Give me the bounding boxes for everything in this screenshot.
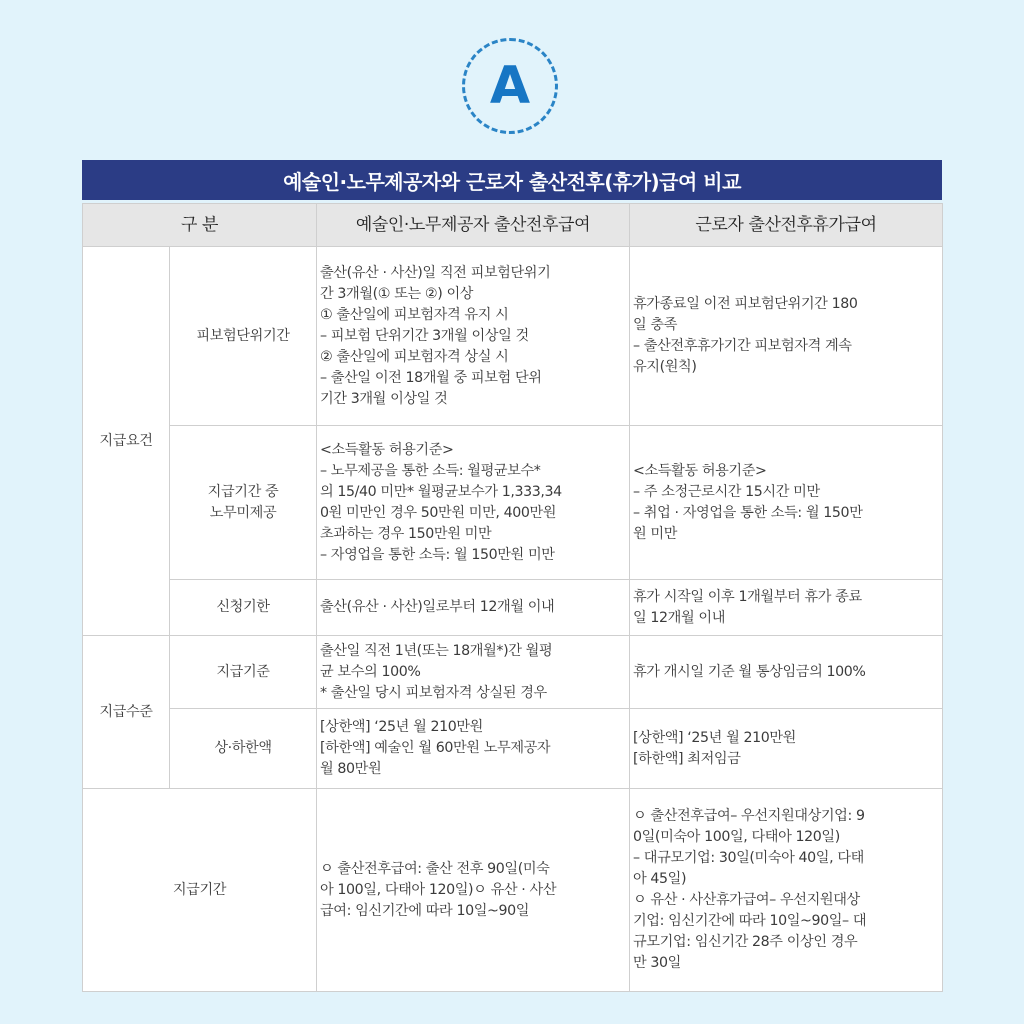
- comparison-table: [82, 203, 943, 992]
- badge-a: [462, 38, 558, 134]
- deadline-worker: [630, 580, 943, 636]
- standard-artist: [317, 636, 630, 709]
- text-line: <소득활동 허용기준>: [320, 441, 454, 458]
- text-line: 원 미만: [633, 525, 678, 542]
- text-line: 기간 3개월 이상일 것: [320, 390, 448, 407]
- text-line: 출산(유산 · 사산)일 직전 피보험단위기: [320, 264, 551, 281]
- group-period: 지급기간: [83, 789, 317, 992]
- header-row: [83, 204, 943, 247]
- text-line: ① 출산일에 피보험자격 유지 시: [320, 306, 509, 323]
- row-label-insured-period: 피보험단위기간: [170, 247, 317, 426]
- group-level: 지급수준: [83, 636, 170, 789]
- text-line: 아 45일): [633, 871, 687, 887]
- text-line: 의 15/40 미만* 월평균보수가 1,333,34: [320, 483, 562, 500]
- header-artist: 예술인·노무제공자 출산전후급여: [317, 204, 630, 247]
- text-line: – 자영업을 통한 소득: 월 150만원 미만: [320, 546, 555, 563]
- no-work-artist: [317, 426, 630, 580]
- table-row: [83, 580, 943, 636]
- row-label-no-work: [170, 426, 317, 580]
- text-line: – 피보험 단위기간 3개월 이상일 것: [320, 327, 529, 344]
- insured-period-worker: [630, 247, 943, 426]
- text-line: 지급기간 중: [207, 483, 279, 500]
- row-label-deadline: 신청기한: [170, 580, 317, 636]
- text-line: 0원 미만인 경우 50만원 미만, 400만원: [320, 504, 557, 521]
- text-line: * 출산일 당시 피보험자격 상실된 경우: [320, 684, 547, 701]
- table-row: [83, 426, 943, 580]
- text-line: 휴가종료일 이전 피보험단위기간 180: [633, 296, 858, 312]
- period-artist: [317, 789, 630, 992]
- text-line: 아 100일, 다태아 120일)ㅇ 유산 · 사산: [320, 881, 557, 898]
- text-line: 일 충족: [633, 317, 678, 333]
- period-worker: [630, 789, 943, 992]
- text-line: 간 3개월(① 또는 ②) 이상: [320, 285, 474, 302]
- standard-worker: [630, 636, 943, 709]
- insured-period-artist: [317, 247, 630, 426]
- deadline-artist: [317, 580, 630, 636]
- text-line: 만 30일: [633, 955, 681, 971]
- badge-letter: A: [489, 56, 531, 116]
- text-line: ㅇ 유산 · 사산휴가급여– 우선지원대상: [633, 892, 860, 908]
- no-work-worker: [630, 426, 943, 580]
- text-line: 월 80만원: [320, 761, 382, 777]
- header-worker: 근로자 출산전후휴가급여: [630, 204, 943, 247]
- table-title: 예술인·노무제공자와 근로자 출산전후(휴가)급여 비교: [82, 160, 942, 200]
- header-category: 구 분: [83, 204, 317, 247]
- text-line: 휴가 시작일 이후 1개월부터 휴가 종료: [633, 588, 862, 605]
- text-line: – 대규모기업: 30일(미숙아 40일, 다태: [633, 850, 864, 866]
- text-line: 출산일 직전 1년(또는 18개월*)간 월평: [320, 642, 553, 659]
- text-line: [하한액] 최저임금: [633, 750, 741, 767]
- text-line: [하한액] 예술인 월 60만원 노무제공자: [320, 740, 551, 756]
- text-line: 유지(원칙): [633, 359, 697, 375]
- text-line: <소득활동 허용기준>: [633, 462, 767, 479]
- text-line: 초과하는 경우 150만원 미만: [320, 525, 492, 542]
- text-line: 균 보수의 100%: [320, 663, 421, 680]
- text-line: 출산(유산 · 사산)일로부터 12개월 이내: [320, 599, 555, 615]
- text-line: [상한액] ‘25년 월 210만원: [320, 719, 483, 735]
- text-line: 일 12개월 이내: [633, 609, 725, 626]
- table-row: [83, 636, 943, 709]
- limits-worker: [630, 709, 943, 789]
- text-line: ㅇ 출산전후급여: 출산 전후 90일(미숙: [320, 860, 550, 877]
- table-row: [83, 789, 943, 992]
- row-label-limits: 상·하한액: [170, 709, 317, 789]
- text-line: 노무미제공: [209, 504, 277, 521]
- text-line: – 출산일 이전 18개월 중 피보험 단위: [320, 369, 542, 386]
- text-line: 0일(미숙아 100일, 다태아 120일): [633, 829, 840, 845]
- text-line: – 취업 · 자영업을 통한 소득: 월 150만: [633, 504, 863, 521]
- text-line: [상한액] ‘25년 월 210만원: [633, 729, 796, 746]
- text-line: – 출산전후휴가기간 피보험자격 계속: [633, 338, 852, 354]
- text-line: – 노무제공을 통한 소득: 월평균보수*: [320, 462, 541, 479]
- text-line: 급여: 임신기간에 따라 10일~90일: [320, 902, 530, 919]
- text-line: – 주 소정근로시간 15시간 미만: [633, 483, 820, 500]
- limits-artist: [317, 709, 630, 789]
- text-line: ㅇ 출산전후급여– 우선지원대상기업: 9: [633, 808, 865, 824]
- text-line: 규모기업: 임신기간 28주 이상인 경우: [633, 934, 858, 950]
- text-line: ② 출산일에 피보험자격 상실 시: [320, 348, 509, 365]
- row-label-standard: 지급기준: [170, 636, 317, 709]
- text-line: 휴가 개시일 기준 월 통상임금의 100%: [633, 663, 866, 680]
- text-line: 기업: 임신기간에 따라 10일~90일– 대: [633, 913, 867, 929]
- group-requirement: 지급요건: [83, 247, 170, 636]
- table-row: [83, 709, 943, 789]
- table-row: [83, 247, 943, 426]
